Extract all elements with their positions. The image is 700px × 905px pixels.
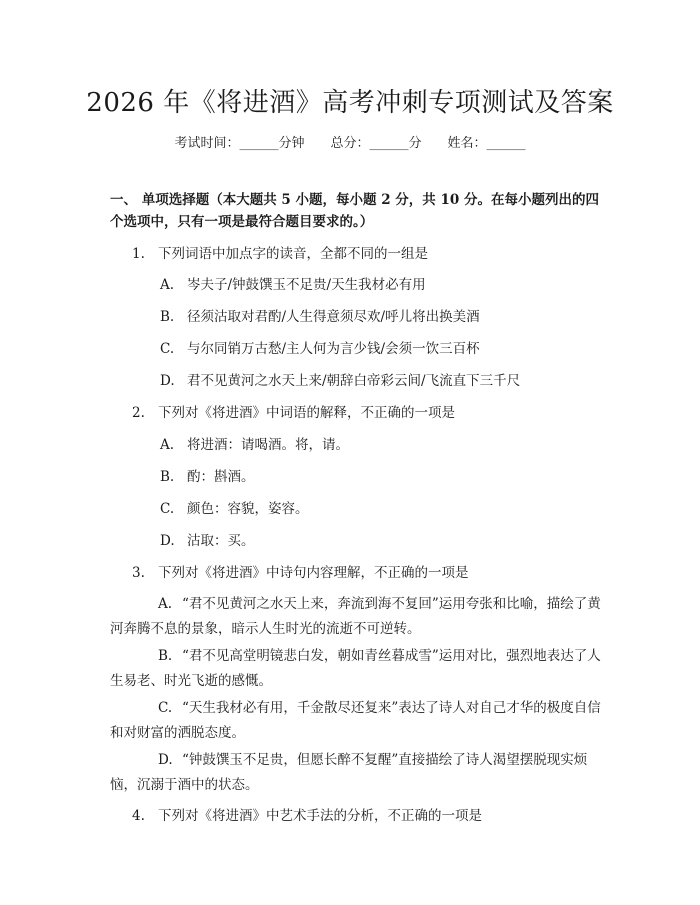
option-1d xyxy=(160,370,520,392)
question-number: 2. xyxy=(132,405,145,421)
option-letter: B. xyxy=(160,469,175,485)
option-letter: A. xyxy=(158,596,173,612)
exam-score: 总分：______分 xyxy=(330,136,422,151)
question-number: 3. xyxy=(132,565,145,581)
option-text: 酌：斟酒。 xyxy=(187,469,255,485)
option-text: 将进酒：请喝酒。将，请。 xyxy=(187,437,349,453)
option-3b xyxy=(110,644,602,694)
option-1a xyxy=(160,274,426,296)
exam-time: 考试时间：______分钟 xyxy=(174,136,305,151)
option-letter: C. xyxy=(160,501,175,517)
section-heading: 一、 单项选择题（本大题共 5 小题，每小题 2 分，共 10 分。在每小题列出的四个选项中，只有一项是最符合题目要求的。） xyxy=(110,192,599,230)
question-number: 1. xyxy=(132,246,145,262)
option-text: 径须沽取对君酌/人生得意须尽欢/呼儿将出换美酒 xyxy=(187,309,480,325)
exam-meta xyxy=(0,132,700,151)
option-text: 与尔同销万古愁/主人何为言少钱/会须一饮三百杯 xyxy=(187,341,480,357)
question-stem: 下列词语中加点字的读音，全都不同的一组是 xyxy=(158,246,428,262)
question-1 xyxy=(132,243,428,265)
option-letter: B. xyxy=(160,309,175,325)
question-stem: 下列对《将进酒》中诗句内容理解，不正确的一项是 xyxy=(158,565,469,581)
page-title: 2026 年《将进酒》高考冲刺专项测试及答案 xyxy=(86,88,614,118)
option-letter: D. xyxy=(160,373,175,389)
option-text: “天生我材必有用，千金散尽还复来”表达了诗人对自己才华的极度自信和对财富的洒脱态度。 xyxy=(110,700,601,741)
exam-name: 姓名：______ xyxy=(447,136,526,151)
option-letter: D. xyxy=(160,533,175,549)
option-text: “君不见高堂明镜悲白发，朝如青丝暮成雪”运用对比，强烈地表达了人生易老、时光飞逝的感慨。 xyxy=(110,648,601,689)
question-stem: 下列对《将进酒》中艺术手法的分析，不正确的一项是 xyxy=(158,808,482,824)
question-3 xyxy=(132,562,469,584)
question-number: 4. xyxy=(132,808,145,824)
option-letter: B. xyxy=(158,648,173,664)
option-letter: A. xyxy=(160,277,175,293)
question-4 xyxy=(132,805,482,827)
option-2c xyxy=(160,498,309,520)
option-text: 君不见黄河之水天上来/朝辞白帝彩云间/飞流直下三千尺 xyxy=(187,373,521,389)
option-2a xyxy=(160,434,349,456)
option-text: “君不见黄河之水天上来，奔流到海不复回”运用夸张和比喻，描绘了黄河奔腾不息的景象，暗示人生时光的流逝不可逆转。 xyxy=(110,596,601,637)
option-letter: C. xyxy=(158,700,173,716)
option-3d xyxy=(110,748,602,798)
option-text: “钟鼓馔玉不足贵，但愿长醉不复醒”直接描绘了诗人渴望摆脱现实烦恼，沉溺于酒中的状态。 xyxy=(110,752,588,793)
option-text: 沽取：买。 xyxy=(187,533,255,549)
option-letter: A. xyxy=(160,437,175,453)
option-text: 岑夫子/钟鼓馔玉不足贵/天生我材必有用 xyxy=(187,277,426,293)
option-1b xyxy=(160,306,480,328)
option-2b xyxy=(160,466,255,488)
question-stem: 下列对《将进酒》中词语的解释，不正确的一项是 xyxy=(158,405,455,421)
option-letter: C. xyxy=(160,341,175,357)
option-3c xyxy=(110,696,602,746)
option-2d xyxy=(160,530,255,552)
option-1c xyxy=(160,338,480,360)
option-text: 颜色：容貌，姿容。 xyxy=(187,501,309,517)
option-3a xyxy=(110,592,602,642)
question-2 xyxy=(132,402,455,424)
option-letter: D. xyxy=(158,752,173,768)
